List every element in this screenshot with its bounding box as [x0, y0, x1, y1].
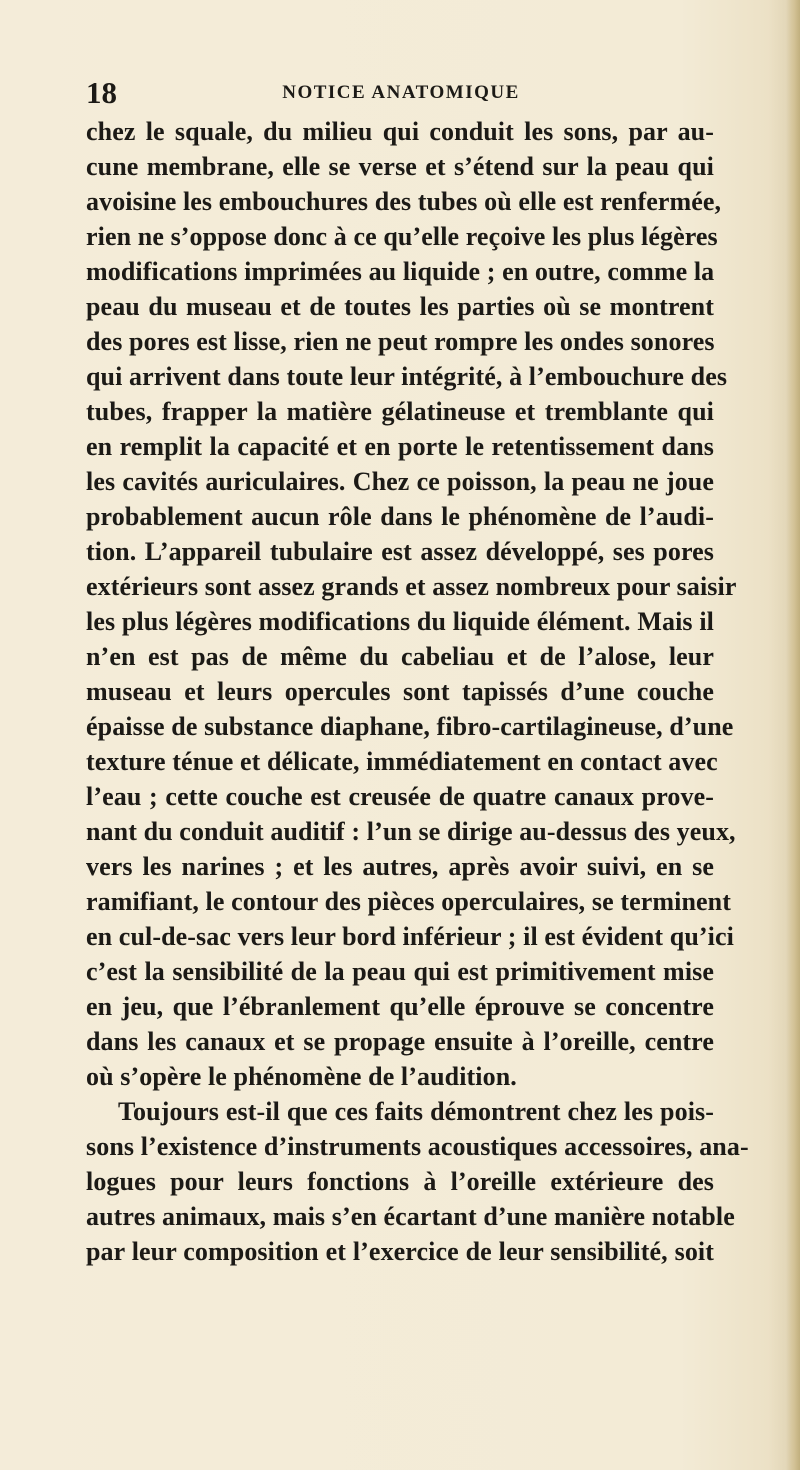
text-line: texture ténue et délicate, immédiatement en contact avec [86, 747, 718, 776]
text-line: museau et leurs opercules sont tapissés d’une couche [86, 677, 714, 706]
text-line: avoisine les embouchures des tubes où elle est renfermée, [86, 187, 722, 216]
text-line: épaisse de substance diaphane, fibro-cartilagineuse, d’une [86, 712, 734, 741]
text-line: qui arrivent dans toute leur intégrité, à l’embouchure des [86, 362, 728, 391]
text-line: tion. L’appareil tubulaire est assez développé, ses pores [86, 537, 714, 566]
text-line: extérieurs sont assez grands et assez nombreux pour saisir [86, 572, 737, 601]
text-line: cune membrane, elle se verse et s’étend sur la peau qui [86, 152, 714, 181]
page-header [86, 76, 716, 110]
text-line: c’est la sensibilité de la peau qui est primitivement mise [86, 957, 714, 986]
text-line: l’eau ; cette couche est creusée de quatre canaux prove- [86, 782, 714, 811]
text-line: autres animaux, mais s’en écartant d’une manière notable [86, 1202, 735, 1231]
text-line: modifications imprimées au liquide ; en outre, comme la [86, 257, 715, 286]
text-line: peau du museau et de toutes les parties où se montrent [86, 292, 714, 321]
text-line: nant du conduit auditif : l’un se dirige au-dessus des yeux, [86, 817, 736, 846]
text-line: sons l’existence d’instruments acoustiques accessoires, ana- [86, 1132, 749, 1161]
text-line: ramifiant, le contour des pièces operculaires, se terminent [86, 887, 731, 916]
text-line: où s’opère le phénomène de l’audition. [86, 1062, 517, 1091]
text-line: vers les narines ; et les autres, après avoir suivi, en se [86, 852, 714, 881]
page-number: 18 [86, 75, 117, 110]
text-line: rien ne s’oppose donc à ce qu’elle reçoive les plus légères [86, 222, 718, 251]
body-text [86, 114, 749, 1269]
page-edge-shadow [786, 0, 800, 1470]
text-line: n’en est pas de même du cabeliau et de l’alose, leur [86, 642, 714, 671]
text-line: probablement aucun rôle dans le phénomène de l’audi- [86, 502, 714, 531]
text-line: des pores est lisse, rien ne peut rompre les ondes sonores [86, 327, 715, 356]
text-line: chez le squale, du milieu qui conduit les sons, par au- [86, 117, 714, 146]
text-line: Toujours est-il que ces faits démontrent chez les pois- [118, 1097, 714, 1126]
text-line: tubes, frapper la matière gélatineuse et tremblante qui [86, 397, 714, 426]
running-head: NOTICE ANATOMIQUE [282, 82, 520, 103]
text-line: en remplit la capacité et en porte le retentissement dans [86, 432, 714, 461]
text-line: les cavités auriculaires. Chez ce poisson, la peau ne joue [86, 467, 714, 496]
text-line: en jeu, que l’ébranlement qu’elle éprouve se concentre [86, 992, 714, 1021]
text-line: les plus légères modifications du liquide élément. Mais il [86, 607, 714, 636]
text-line: par leur composition et l’exercice de leur sensibilité, soit [86, 1237, 714, 1266]
text-line: en cul-de-sac vers leur bord inférieur ; il est évident qu’ici [86, 922, 734, 951]
text-line: logues pour leurs fonctions à l’oreille extérieure des [86, 1167, 714, 1196]
text-line: dans les canaux et se propage ensuite à l’oreille, centre [86, 1027, 714, 1056]
